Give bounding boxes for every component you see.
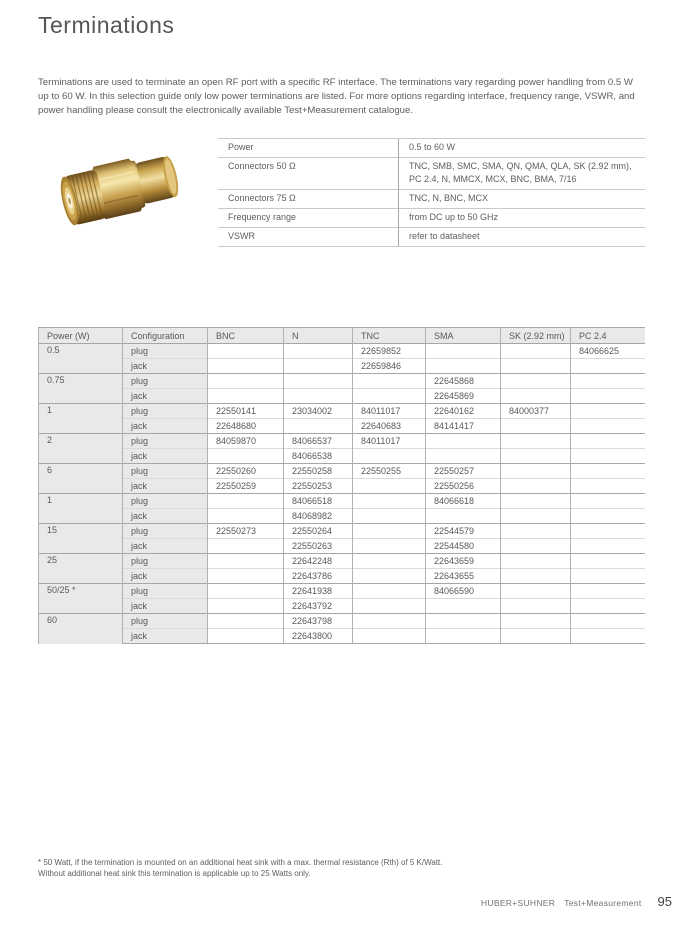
part-number-cell-sk-2-92-mm xyxy=(501,599,571,614)
part-number-cell-sma: 22640162 xyxy=(426,404,501,419)
part-number-cell-sma: 84141417 xyxy=(426,419,501,434)
spec-row xyxy=(218,139,645,158)
configuration-cell: jack xyxy=(123,509,208,524)
spec-row xyxy=(218,209,645,228)
spec-table xyxy=(218,138,645,247)
part-number-cell-pc-2-4 xyxy=(571,569,645,584)
part-number-cell-sk-2-92-mm xyxy=(501,509,571,524)
part-number-cell-pc-2-4 xyxy=(571,479,645,494)
configuration-cell: plug xyxy=(123,614,208,629)
part-number-cell-pc-2-4 xyxy=(571,584,645,599)
part-number-cell-tnc xyxy=(353,614,426,629)
spec-label: Frequency range xyxy=(218,209,399,228)
part-number-cell-n: 22643786 xyxy=(284,569,353,584)
part-number-cell-tnc xyxy=(353,539,426,554)
part-number-cell-sk-2-92-mm xyxy=(501,494,571,509)
configuration-cell: jack xyxy=(123,599,208,614)
part-number-cell-sma xyxy=(426,449,501,464)
part-number-cell-n xyxy=(284,374,353,389)
part-number-cell-pc-2-4 xyxy=(571,374,645,389)
footnote xyxy=(38,857,442,879)
brand-name: HUBER+SUHNER xyxy=(480,898,556,908)
part-number-cell-bnc xyxy=(208,389,284,404)
table-row xyxy=(39,494,645,509)
page-title: Terminations xyxy=(38,12,175,38)
part-number-cell-tnc xyxy=(353,554,426,569)
part-number-cell-sma: 22643655 xyxy=(426,569,501,584)
part-number-cell-n: 22550263 xyxy=(284,539,353,554)
intro-paragraph: Terminations are used to terminate an open RF port with a specific RF interface. The terminations vary regarding power handling from 0.5 W up to 60 W. In this selection guide only low power terminations are listed. For more options regarding interface, frequency range, VSWR, and power handling please consult the electronically available Test+Measurement catalogue. xyxy=(38,76,635,116)
table-row xyxy=(39,419,645,434)
part-number-cell-bnc xyxy=(208,569,284,584)
column-header: TNC xyxy=(353,328,426,344)
part-number-cell-bnc xyxy=(208,584,284,599)
part-number-cell-sma: 22643659 xyxy=(426,554,501,569)
part-number-cell-sma xyxy=(426,599,501,614)
part-number-cell-pc-2-4 xyxy=(571,614,645,629)
table-row xyxy=(39,464,645,479)
column-header: SK (2.92 mm) xyxy=(501,328,571,344)
part-number-cell-tnc xyxy=(353,374,426,389)
power-cell: 60 xyxy=(39,614,123,644)
part-number-cell-n: 84066538 xyxy=(284,449,353,464)
page-number: 95 xyxy=(657,894,672,909)
configuration-cell: jack xyxy=(123,629,208,644)
part-number-cell-bnc: 22550259 xyxy=(208,479,284,494)
part-number-cell-sk-2-92-mm xyxy=(501,554,571,569)
spec-value: TNC, N, BNC, MCX xyxy=(399,190,646,209)
part-number-cell-sma xyxy=(426,434,501,449)
table-row xyxy=(39,404,645,419)
part-number-cell-sk-2-92-mm xyxy=(501,569,571,584)
power-cell: 6 xyxy=(39,464,123,494)
table-row xyxy=(39,554,645,569)
part-number-cell-sk-2-92-mm xyxy=(501,359,571,374)
part-number-cell-tnc xyxy=(353,449,426,464)
part-number-cell-tnc: 84011017 xyxy=(353,434,426,449)
power-cell: 2 xyxy=(39,434,123,464)
part-number-cell-n: 22550264 xyxy=(284,524,353,539)
configuration-cell: jack xyxy=(123,359,208,374)
part-number-cell-tnc xyxy=(353,479,426,494)
part-number-cell-n: 22550253 xyxy=(284,479,353,494)
part-number-cell-sma: 22645869 xyxy=(426,389,501,404)
part-number-cell-pc-2-4 xyxy=(571,599,645,614)
part-number-cell-n xyxy=(284,419,353,434)
part-number-cell-sk-2-92-mm xyxy=(501,629,571,644)
part-number-cell-sma: 84066590 xyxy=(426,584,501,599)
part-number-cell-pc-2-4 xyxy=(571,389,645,404)
spec-label: VSWR xyxy=(218,228,399,247)
part-number-cell-bnc xyxy=(208,494,284,509)
part-number-cell-sk-2-92-mm xyxy=(501,479,571,494)
table-header-row xyxy=(39,328,645,344)
table-row xyxy=(39,524,645,539)
part-number-cell-bnc xyxy=(208,374,284,389)
part-number-cell-sma: 84066618 xyxy=(426,494,501,509)
part-number-cell-sma xyxy=(426,509,501,524)
part-number-cell-bnc xyxy=(208,599,284,614)
part-number-cell-bnc xyxy=(208,509,284,524)
part-number-cell-tnc xyxy=(353,584,426,599)
power-cell: 0.5 xyxy=(39,344,123,374)
table-row xyxy=(39,344,645,359)
table-row xyxy=(39,389,645,404)
spec-row xyxy=(218,228,645,247)
part-number-cell-pc-2-4 xyxy=(571,449,645,464)
spec-row xyxy=(218,190,645,209)
spec-value: 0.5 to 60 W xyxy=(399,139,646,158)
part-number-cell-n: 22642248 xyxy=(284,554,353,569)
configuration-cell: plug xyxy=(123,374,208,389)
part-number-cell-bnc xyxy=(208,629,284,644)
configuration-cell: plug xyxy=(123,584,208,599)
spec-value: refer to datasheet xyxy=(399,228,646,247)
configuration-cell: jack xyxy=(123,389,208,404)
column-header: SMA xyxy=(426,328,501,344)
part-number-cell-sma: 22550257 xyxy=(426,464,501,479)
configuration-cell: plug xyxy=(123,404,208,419)
part-number-cell-n: 84066537 xyxy=(284,434,353,449)
part-number-cell-sk-2-92-mm xyxy=(501,449,571,464)
table-row xyxy=(39,614,645,629)
configuration-cell: plug xyxy=(123,344,208,359)
part-number-cell-sma: 22645868 xyxy=(426,374,501,389)
configuration-cell: jack xyxy=(123,479,208,494)
part-number-cell-pc-2-4 xyxy=(571,629,645,644)
part-number-cell-pc-2-4 xyxy=(571,359,645,374)
spec-label: Connectors 50 Ω xyxy=(218,158,399,190)
table-row xyxy=(39,569,645,584)
part-number-cell-sk-2-92-mm xyxy=(501,389,571,404)
part-number-cell-tnc xyxy=(353,629,426,644)
part-number-cell-bnc xyxy=(208,344,284,359)
part-number-cell-sma xyxy=(426,614,501,629)
part-number-cell-tnc xyxy=(353,389,426,404)
configuration-cell: plug xyxy=(123,524,208,539)
table-row xyxy=(39,434,645,449)
part-number-cell-tnc: 84011017 xyxy=(353,404,426,419)
power-cell: 1 xyxy=(39,404,123,434)
connector-illustration xyxy=(55,135,205,240)
part-number-cell-sk-2-92-mm xyxy=(501,344,571,359)
part-number-cell-tnc: 22550255 xyxy=(353,464,426,479)
part-number-cell-sk-2-92-mm xyxy=(501,524,571,539)
part-number-cell-sma: 22544580 xyxy=(426,539,501,554)
power-cell: 25 xyxy=(39,554,123,584)
part-number-cell-n: 22550258 xyxy=(284,464,353,479)
part-number-cell-sma xyxy=(426,344,501,359)
column-header: BNC xyxy=(208,328,284,344)
part-number-cell-sk-2-92-mm xyxy=(501,419,571,434)
spec-label: Connectors 75 Ω xyxy=(218,190,399,209)
table-row xyxy=(39,539,645,554)
part-number-cell-sk-2-92-mm xyxy=(501,539,571,554)
part-number-cell-pc-2-4 xyxy=(571,494,645,509)
footnote-line-1: * 50 Watt, if the termination is mounted on an additional heat sink with a max. thermal resistance (Rth) of 5 K/Watt. xyxy=(38,858,443,867)
configuration-cell: jack xyxy=(123,539,208,554)
configuration-cell: plug xyxy=(123,554,208,569)
part-number-cell-sk-2-92-mm xyxy=(501,434,571,449)
power-cell: 0.75 xyxy=(39,374,123,404)
part-number-cell-bnc: 22648680 xyxy=(208,419,284,434)
column-header: Power (W) xyxy=(39,328,123,344)
power-cell: 50/25 * xyxy=(39,584,123,614)
part-number-cell-tnc xyxy=(353,524,426,539)
part-number-cell-tnc xyxy=(353,494,426,509)
part-number-cell-bnc: 22550260 xyxy=(208,464,284,479)
part-number-cell-bnc xyxy=(208,554,284,569)
part-number-cell-sma xyxy=(426,359,501,374)
part-number-cell-n: 22643792 xyxy=(284,599,353,614)
part-number-cell-pc-2-4 xyxy=(571,539,645,554)
spec-label: Power xyxy=(218,139,399,158)
part-number-cell-pc-2-4 xyxy=(571,509,645,524)
part-number-cell-n: 84066518 xyxy=(284,494,353,509)
table-row xyxy=(39,629,645,644)
table-row xyxy=(39,509,645,524)
part-number-cell-sk-2-92-mm xyxy=(501,584,571,599)
part-number-cell-pc-2-4 xyxy=(571,464,645,479)
spec-value: TNC, SMB, SMC, SMA, QN, QMA, QLA, SK (2.92 mm), PC 2.4, N, MMCX, MCX, BNC, BMA, 7/16 xyxy=(399,158,646,190)
column-header: PC 2.4 xyxy=(571,328,645,344)
part-number-cell-sma: 22544579 xyxy=(426,524,501,539)
page-footer xyxy=(0,894,672,909)
column-header: N xyxy=(284,328,353,344)
part-number-cell-tnc: 22659846 xyxy=(353,359,426,374)
part-number-cell-pc-2-4 xyxy=(571,434,645,449)
part-number-cell-tnc xyxy=(353,569,426,584)
part-number-cell-bnc: 84059870 xyxy=(208,434,284,449)
part-number-cell-sk-2-92-mm: 84000377 xyxy=(501,404,571,419)
part-number-cell-n: 23034002 xyxy=(284,404,353,419)
part-number-cell-sk-2-92-mm xyxy=(501,464,571,479)
part-number-cell-n xyxy=(284,359,353,374)
part-number-cell-sk-2-92-mm xyxy=(501,374,571,389)
part-number-cell-tnc: 22659852 xyxy=(353,344,426,359)
termination-selection-table xyxy=(38,327,645,644)
spec-value: from DC up to 50 GHz xyxy=(399,209,646,228)
part-number-cell-n: 22641938 xyxy=(284,584,353,599)
part-number-cell-sk-2-92-mm xyxy=(501,614,571,629)
part-number-cell-n xyxy=(284,344,353,359)
part-number-cell-bnc: 22550141 xyxy=(208,404,284,419)
part-number-cell-pc-2-4 xyxy=(571,524,645,539)
part-number-cell-bnc xyxy=(208,539,284,554)
part-number-cell-n xyxy=(284,389,353,404)
configuration-cell: jack xyxy=(123,449,208,464)
part-number-cell-sma: 22550256 xyxy=(426,479,501,494)
power-cell: 1 xyxy=(39,494,123,524)
table-row xyxy=(39,449,645,464)
part-number-cell-pc-2-4: 84066625 xyxy=(571,344,645,359)
part-number-cell-pc-2-4 xyxy=(571,554,645,569)
part-number-cell-bnc xyxy=(208,449,284,464)
configuration-cell: plug xyxy=(123,494,208,509)
table-row xyxy=(39,479,645,494)
part-number-cell-bnc xyxy=(208,359,284,374)
configuration-cell: jack xyxy=(123,569,208,584)
table-row xyxy=(39,374,645,389)
column-header: Configuration xyxy=(123,328,208,344)
part-number-cell-bnc: 22550273 xyxy=(208,524,284,539)
part-number-cell-bnc xyxy=(208,614,284,629)
part-number-cell-tnc xyxy=(353,509,426,524)
footnote-line-2: Without additional heat sink this termination is applicable up to 25 Watts only. xyxy=(38,869,311,878)
configuration-cell: plug xyxy=(123,434,208,449)
part-number-cell-n: 84068982 xyxy=(284,509,353,524)
part-number-cell-tnc xyxy=(353,599,426,614)
part-number-cell-pc-2-4 xyxy=(571,404,645,419)
table-row xyxy=(39,359,645,374)
configuration-cell: jack xyxy=(123,419,208,434)
table-row xyxy=(39,599,645,614)
catalog-name: Test+Measurement xyxy=(564,898,642,908)
part-number-cell-n: 22643798 xyxy=(284,614,353,629)
configuration-cell: plug xyxy=(123,464,208,479)
part-number-cell-sma xyxy=(426,629,501,644)
part-number-cell-n: 22643800 xyxy=(284,629,353,644)
spec-row xyxy=(218,158,645,190)
part-number-cell-pc-2-4 xyxy=(571,419,645,434)
power-cell: 15 xyxy=(39,524,123,554)
rf-termination-connector-photo xyxy=(55,135,205,240)
part-number-cell-tnc: 22640683 xyxy=(353,419,426,434)
table-row xyxy=(39,584,645,599)
